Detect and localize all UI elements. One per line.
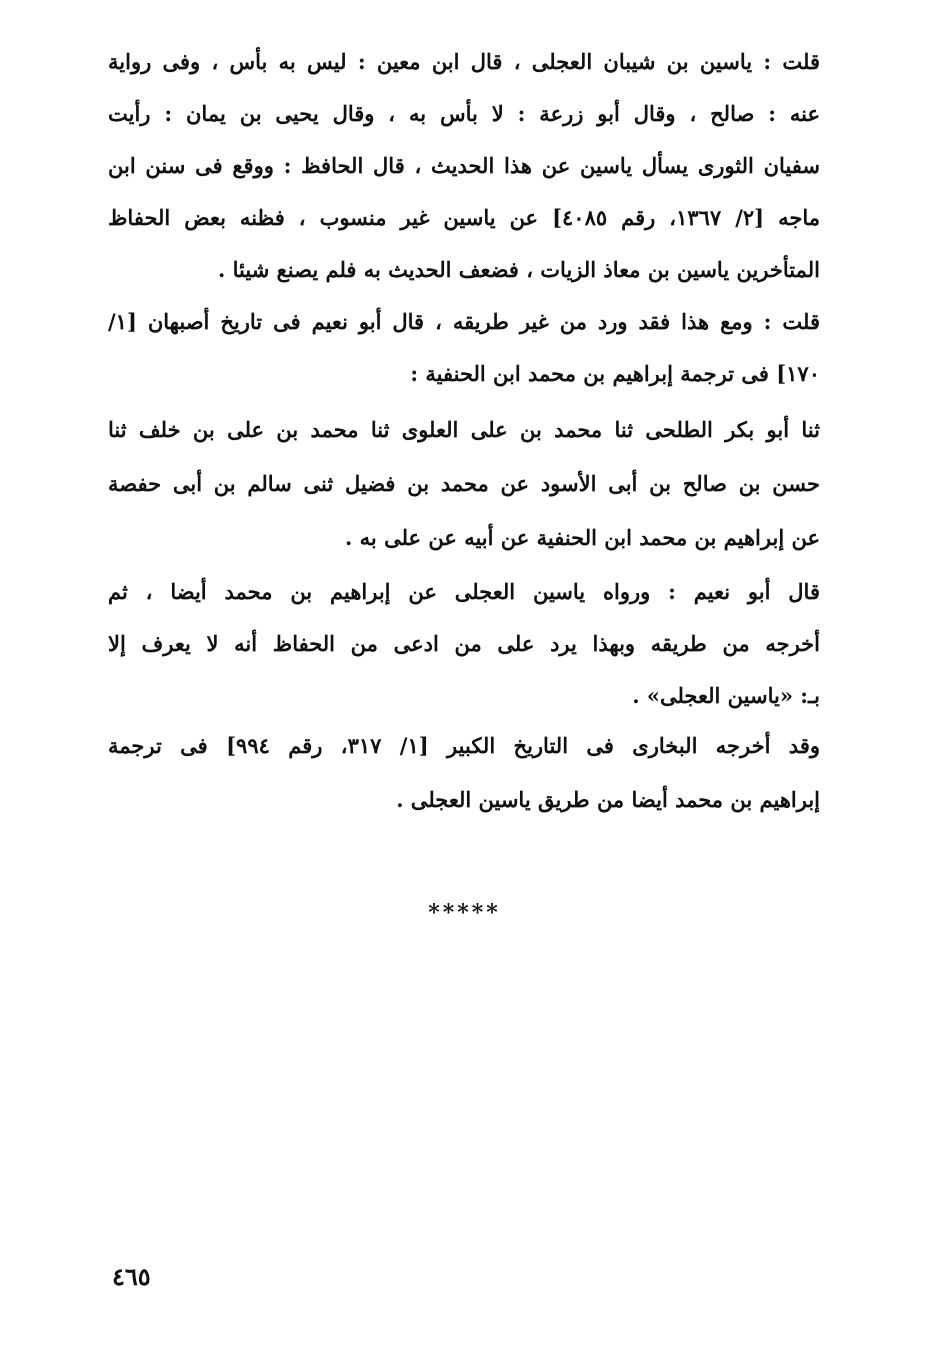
text-line: المتأخرين ياسين بن معاذ الزيات ، فضعف الحديث به فلم يصنع شيئا .: [218, 257, 820, 282]
paragraph-lead: قلت :: [763, 49, 820, 74]
text-line: ثنا أبو بكر الطلحى ثنا محمد بن على العلوى ثنا محمد بن على بن خلف ثنا: [108, 417, 820, 442]
paragraph-5: [108, 724, 820, 832]
paragraph-lead: قلت :: [763, 309, 820, 334]
text-line: ١٧٠] فى ترجمة إبراهيم بن محمد ابن الحنفية :: [410, 361, 820, 386]
text-line: ماجه [٢/ ١٣٦٧، رقم ٤٠٨٥] عن ياسين غير منسوب ، فظنه بعض الحفاظ: [108, 205, 820, 230]
section-separator: *****: [428, 900, 501, 926]
text-line: قال أبو نعيم : ورواه ياسين العجلى عن إبراهيم بن محمد أيضا ، ثم: [108, 579, 820, 604]
text-line: بـ: «ياسين العجلى» .: [632, 683, 820, 708]
text-line: حسن بن صالح بن أبى الأسود عن محمد بن فضيل ثنى سالم بن أبى حفصة: [108, 471, 820, 496]
paragraph-3: [108, 408, 820, 570]
paragraph-1: [108, 40, 820, 300]
text-line: إبراهيم بن محمد أيضا من طريق ياسين العجلى .: [396, 787, 820, 812]
text-line: عنه : صالح ، وقال أبو زرعة : لا بأس به ، وقال يحيى بن يمان : رأيت: [108, 101, 820, 126]
line-text: ومع هذا فقد ورد من غير طريقه ، قال أبو نعيم فى تاريخ أصبهان [١/: [108, 309, 753, 334]
text-line: عن إبراهيم بن محمد ابن الحنفية عن أبيه عن على به .: [345, 525, 820, 550]
paragraph-2: [108, 300, 820, 404]
text-line: وقد أخرجه البخارى فى التاريخ الكبير [١/ ٣١٧، رقم ٩٩٤] فى ترجمة: [108, 733, 820, 758]
paragraph-4: [108, 570, 820, 726]
page-number: ٤٦٥: [112, 1262, 151, 1291]
text-line: سفيان الثورى يسأل ياسين عن هذا الحديث ، قال الحافظ : ووقع فى سنن ابن: [108, 153, 820, 178]
text-line: [108, 40, 820, 92]
text-line: [108, 300, 820, 352]
line-text: ياسين بن شيبان العجلى ، قال ابن معين : ليس به بأس ، وفى رواية: [108, 49, 753, 74]
text-line: أخرجه من طريقه وبهذا يرد على من ادعى من الحفاظ أنه لا يعرف إلا: [108, 631, 820, 656]
